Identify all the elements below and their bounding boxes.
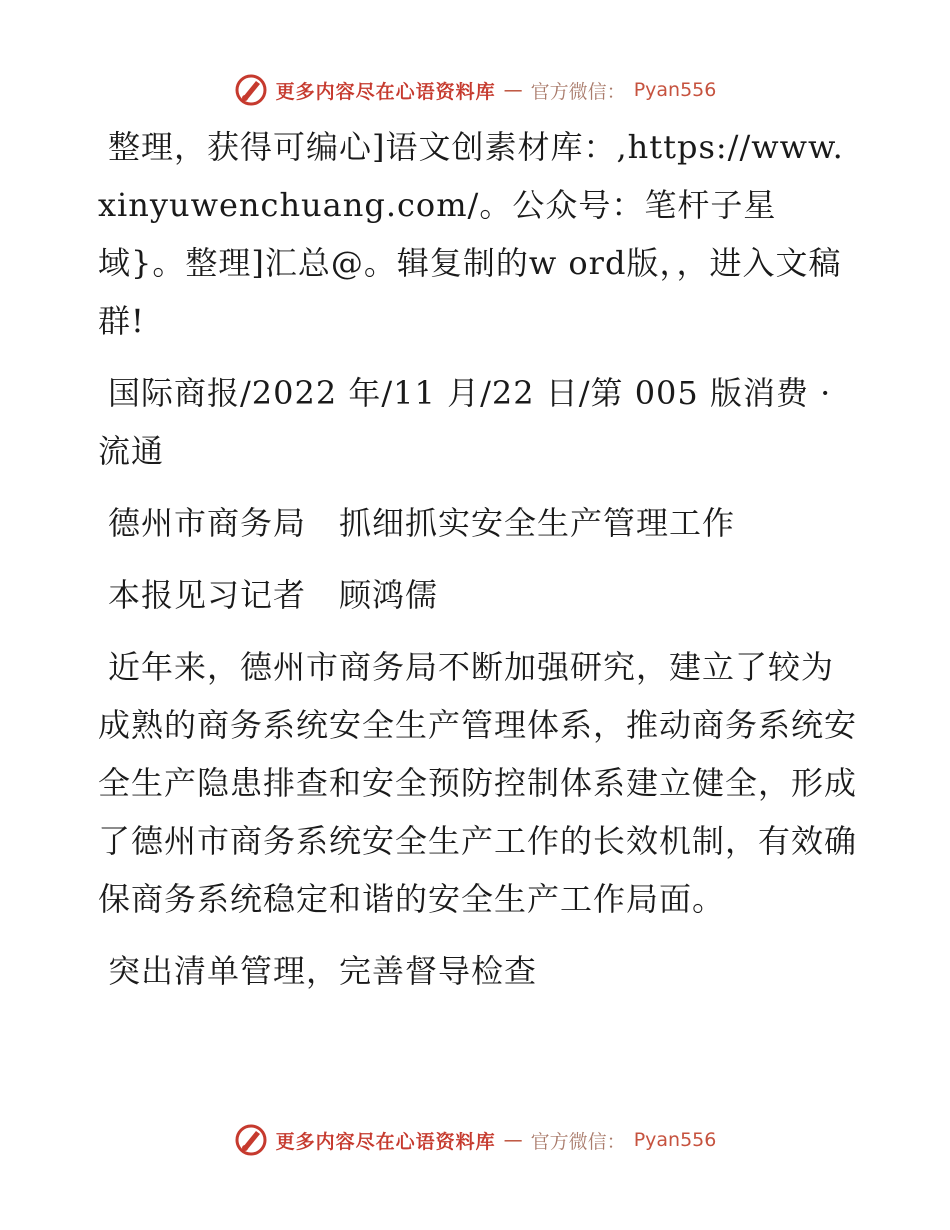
banner-separator: —	[503, 79, 523, 101]
banner-wechat-label: 官方微信：	[530, 1130, 626, 1153]
section-heading: 突出清单管理，完善督导检查	[108, 952, 538, 990]
banner-separator: —	[503, 1129, 523, 1151]
brush-logo-icon	[234, 1123, 268, 1157]
banner-wechat-id: Pyan556	[633, 79, 717, 101]
author-line: 本报见习记者 顾鸿儒	[108, 576, 439, 614]
footer-watermark-banner	[0, 1120, 950, 1160]
header-watermark-banner	[0, 70, 950, 110]
source-line: 国际商报/2022 年/11 月/22 日/第 005 版消费 · 流通	[98, 374, 832, 470]
banner-slogan: 更多内容尽在心语资料库	[275, 80, 496, 103]
banner-wechat-id: Pyan556	[633, 1129, 717, 1151]
brush-logo-icon	[234, 73, 268, 107]
banner-slogan: 更多内容尽在心语资料库	[275, 1130, 496, 1153]
banner-wechat-label: 官方微信：	[530, 80, 626, 103]
document-body	[98, 118, 858, 1014]
body-paragraph: 近年来，德州市商务局不断加强研究，建立了较为成熟的商务系统安全生产管理体系，推动商务系统安全生产隐患排查和安全预防控制体系建立健全，形成了德州市商务系统安全生产工作的长效机制，有效确保商务系统稳定和谐的安全生产工作局面。	[98, 648, 858, 918]
article-title: 德州市商务局 抓细抓实安全生产管理工作	[108, 504, 736, 542]
intro-paragraph: 整理，获得可编心]语文创素材库：,https://www.xinyuwenchuang.com/。公众号：笔杆子星域}。整理]汇总@。辑复制的w ord版，，进入文稿群!	[98, 128, 844, 340]
